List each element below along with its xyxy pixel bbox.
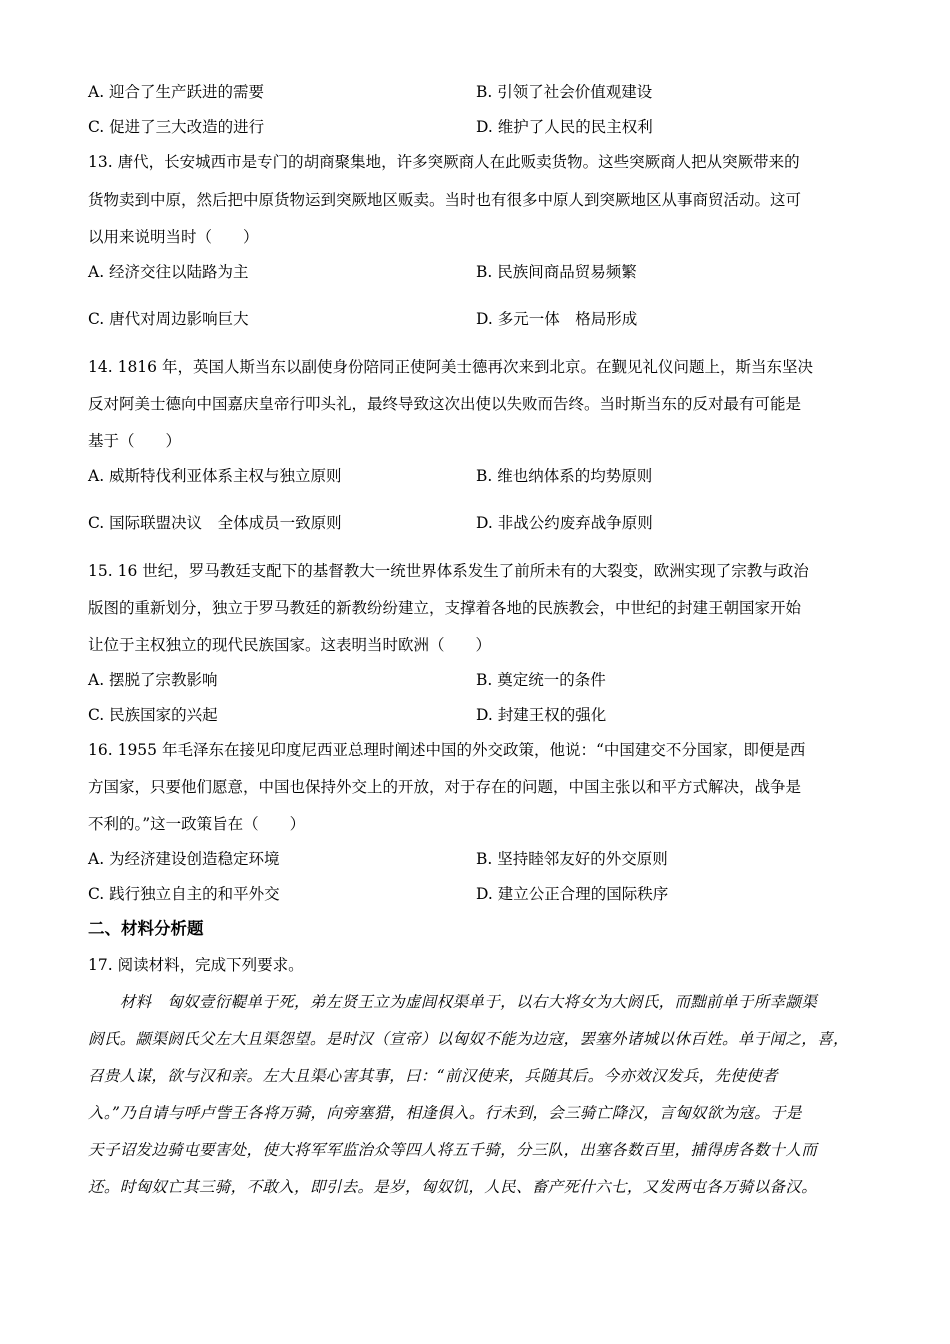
q17-material-line-3: 召贵人谋，欲与汉和亲。左大且渠心害其事，曰：“前汉使来，兵随其后。今亦效汉发兵，先使使者 bbox=[88, 1067, 778, 1085]
q16-option-c: C. 践行独立自主的和平外交 bbox=[88, 885, 280, 903]
q12-option-d: D. 维护了人民的民主权利 bbox=[476, 118, 653, 136]
q16-option-d: D. 建立公正合理的国际秩序 bbox=[476, 885, 669, 903]
q14-stem-line-2: 反对阿美士德向中国嘉庆皇帝行叩头礼，最终导致这次出使以失败而告终。当时斯当东的反对最有可能是 bbox=[88, 395, 802, 413]
q15-option-d: D. 封建王权的强化 bbox=[476, 706, 607, 724]
q15-option-c: C. 民族国家的兴起 bbox=[88, 706, 218, 724]
q16-option-b: B. 坚持睦邻友好的外交原则 bbox=[476, 850, 668, 868]
q15-option-b: B. 奠定统一的条件 bbox=[476, 671, 606, 689]
q15-stem-line-3: 让位于主权独立的现代民族国家。这表明当时欧洲（ ） bbox=[88, 636, 492, 654]
q17-stem: 17. 阅读材料，完成下列要求。 bbox=[88, 956, 304, 974]
q15-stem-line-1: 15. 16 世纪，罗马教廷支配下的基督教大一统世界体系发生了前所未有的大裂变，欧洲实现了宗教与政治 bbox=[88, 562, 809, 580]
q16-stem-line-1: 16. 1955 年毛泽东在接见印度尼西亚总理时阐述中国的外交政策，他说：“中国建交不分国家，即便是西 bbox=[88, 741, 806, 759]
q14-option-c: C. 国际联盟决议 全体成员一致原则 bbox=[88, 514, 342, 532]
q13-option-d: D. 多元一体 格局形成 bbox=[476, 310, 638, 328]
q15-option-a: A. 摆脱了宗教影响 bbox=[88, 671, 218, 689]
q14-option-d: D. 非战公约废弃战争原则 bbox=[476, 514, 653, 532]
q13-stem-line-3: 以用来说明当时（ ） bbox=[88, 228, 259, 246]
q13-stem-line-2: 货物卖到中原，然后把中原货物运到突厥地区贩卖。当时也有很多中原人到突厥地区从事商贸活动。这可 bbox=[88, 191, 802, 209]
q14-stem-line-3: 基于（ ） bbox=[88, 432, 182, 450]
q17-material-line-5: 天子诏发边骑屯要害处，使大将军军监治众等四人将五千骑，分三队，出塞各数百里，捕得虏各数十人而 bbox=[88, 1141, 818, 1159]
q17-material-line-4: 入。”乃自请与呼卢訾王各将万骑，向旁塞猎，相逢俱入。行未到，会三骑亡降汉，言匈奴欲为寇。于是 bbox=[88, 1104, 802, 1122]
q17-material-line-1: 材料 匈奴壹衍鞮单于死，弟左贤王立为虚闾权渠单于，以右大将女为大阏氏，而黜前单于所幸颛渠 bbox=[88, 993, 818, 1011]
q13-option-b: B. 民族间商品贸易频繁 bbox=[476, 263, 637, 281]
section-title: 二、材料分析题 bbox=[88, 919, 204, 938]
q16-stem-line-3: 不利的。”这一政策旨在（ ） bbox=[88, 815, 306, 833]
q14-option-b: B. 维也纳体系的均势原则 bbox=[476, 467, 653, 485]
q12-option-b: B. 引领了社会价值观建设 bbox=[476, 83, 653, 101]
q14-stem-line-1: 14. 1816 年，英国人斯当东以副使身份陪同正使阿美士德再次来到北京。在觐见礼仪问题上，斯当东坚决 bbox=[88, 358, 813, 376]
q17-material-line-6: 还。时匈奴亡其三骑，不敢入，即引去。是岁，匈奴饥，人民、畜产死什六七，又发两屯各万骑以备汉。 bbox=[88, 1178, 818, 1196]
q17-material-line-2: 阏氏。颛渠阏氏父左大且渠怨望。是时汉（宣帝）以匈奴不能为边寇，罢塞外诸城以休百姓。单于闻之，喜， bbox=[88, 1030, 849, 1048]
q12-option-a: A. 迎合了生产跃进的需要 bbox=[88, 83, 265, 101]
q12-option-c: C. 促进了三大改造的进行 bbox=[88, 118, 265, 136]
q13-stem-line-1: 13. 唐代，长安城西市是专门的胡商聚集地，许多突厥商人在此贩卖货物。这些突厥商人把从突厥带来的 bbox=[88, 153, 800, 171]
q13-option-c: C. 唐代对周边影响巨大 bbox=[88, 310, 249, 328]
q16-stem-line-2: 方国家，只要他们愿意，中国也保持外交上的开放，对于存在的问题，中国主张以和平方式解决，战争是 bbox=[88, 778, 802, 796]
q15-stem-line-2: 版图的重新划分，独立于罗马教廷的新教纷纷建立，支撑着各地的民族教会，中世纪的封建王朝国家开始 bbox=[88, 599, 802, 617]
q13-option-a: A. 经济交往以陆路为主 bbox=[88, 263, 249, 281]
q14-option-a: A. 威斯特伐利亚体系主权与独立原则 bbox=[88, 467, 342, 485]
q16-option-a: A. 为经济建设创造稳定环境 bbox=[88, 850, 280, 868]
